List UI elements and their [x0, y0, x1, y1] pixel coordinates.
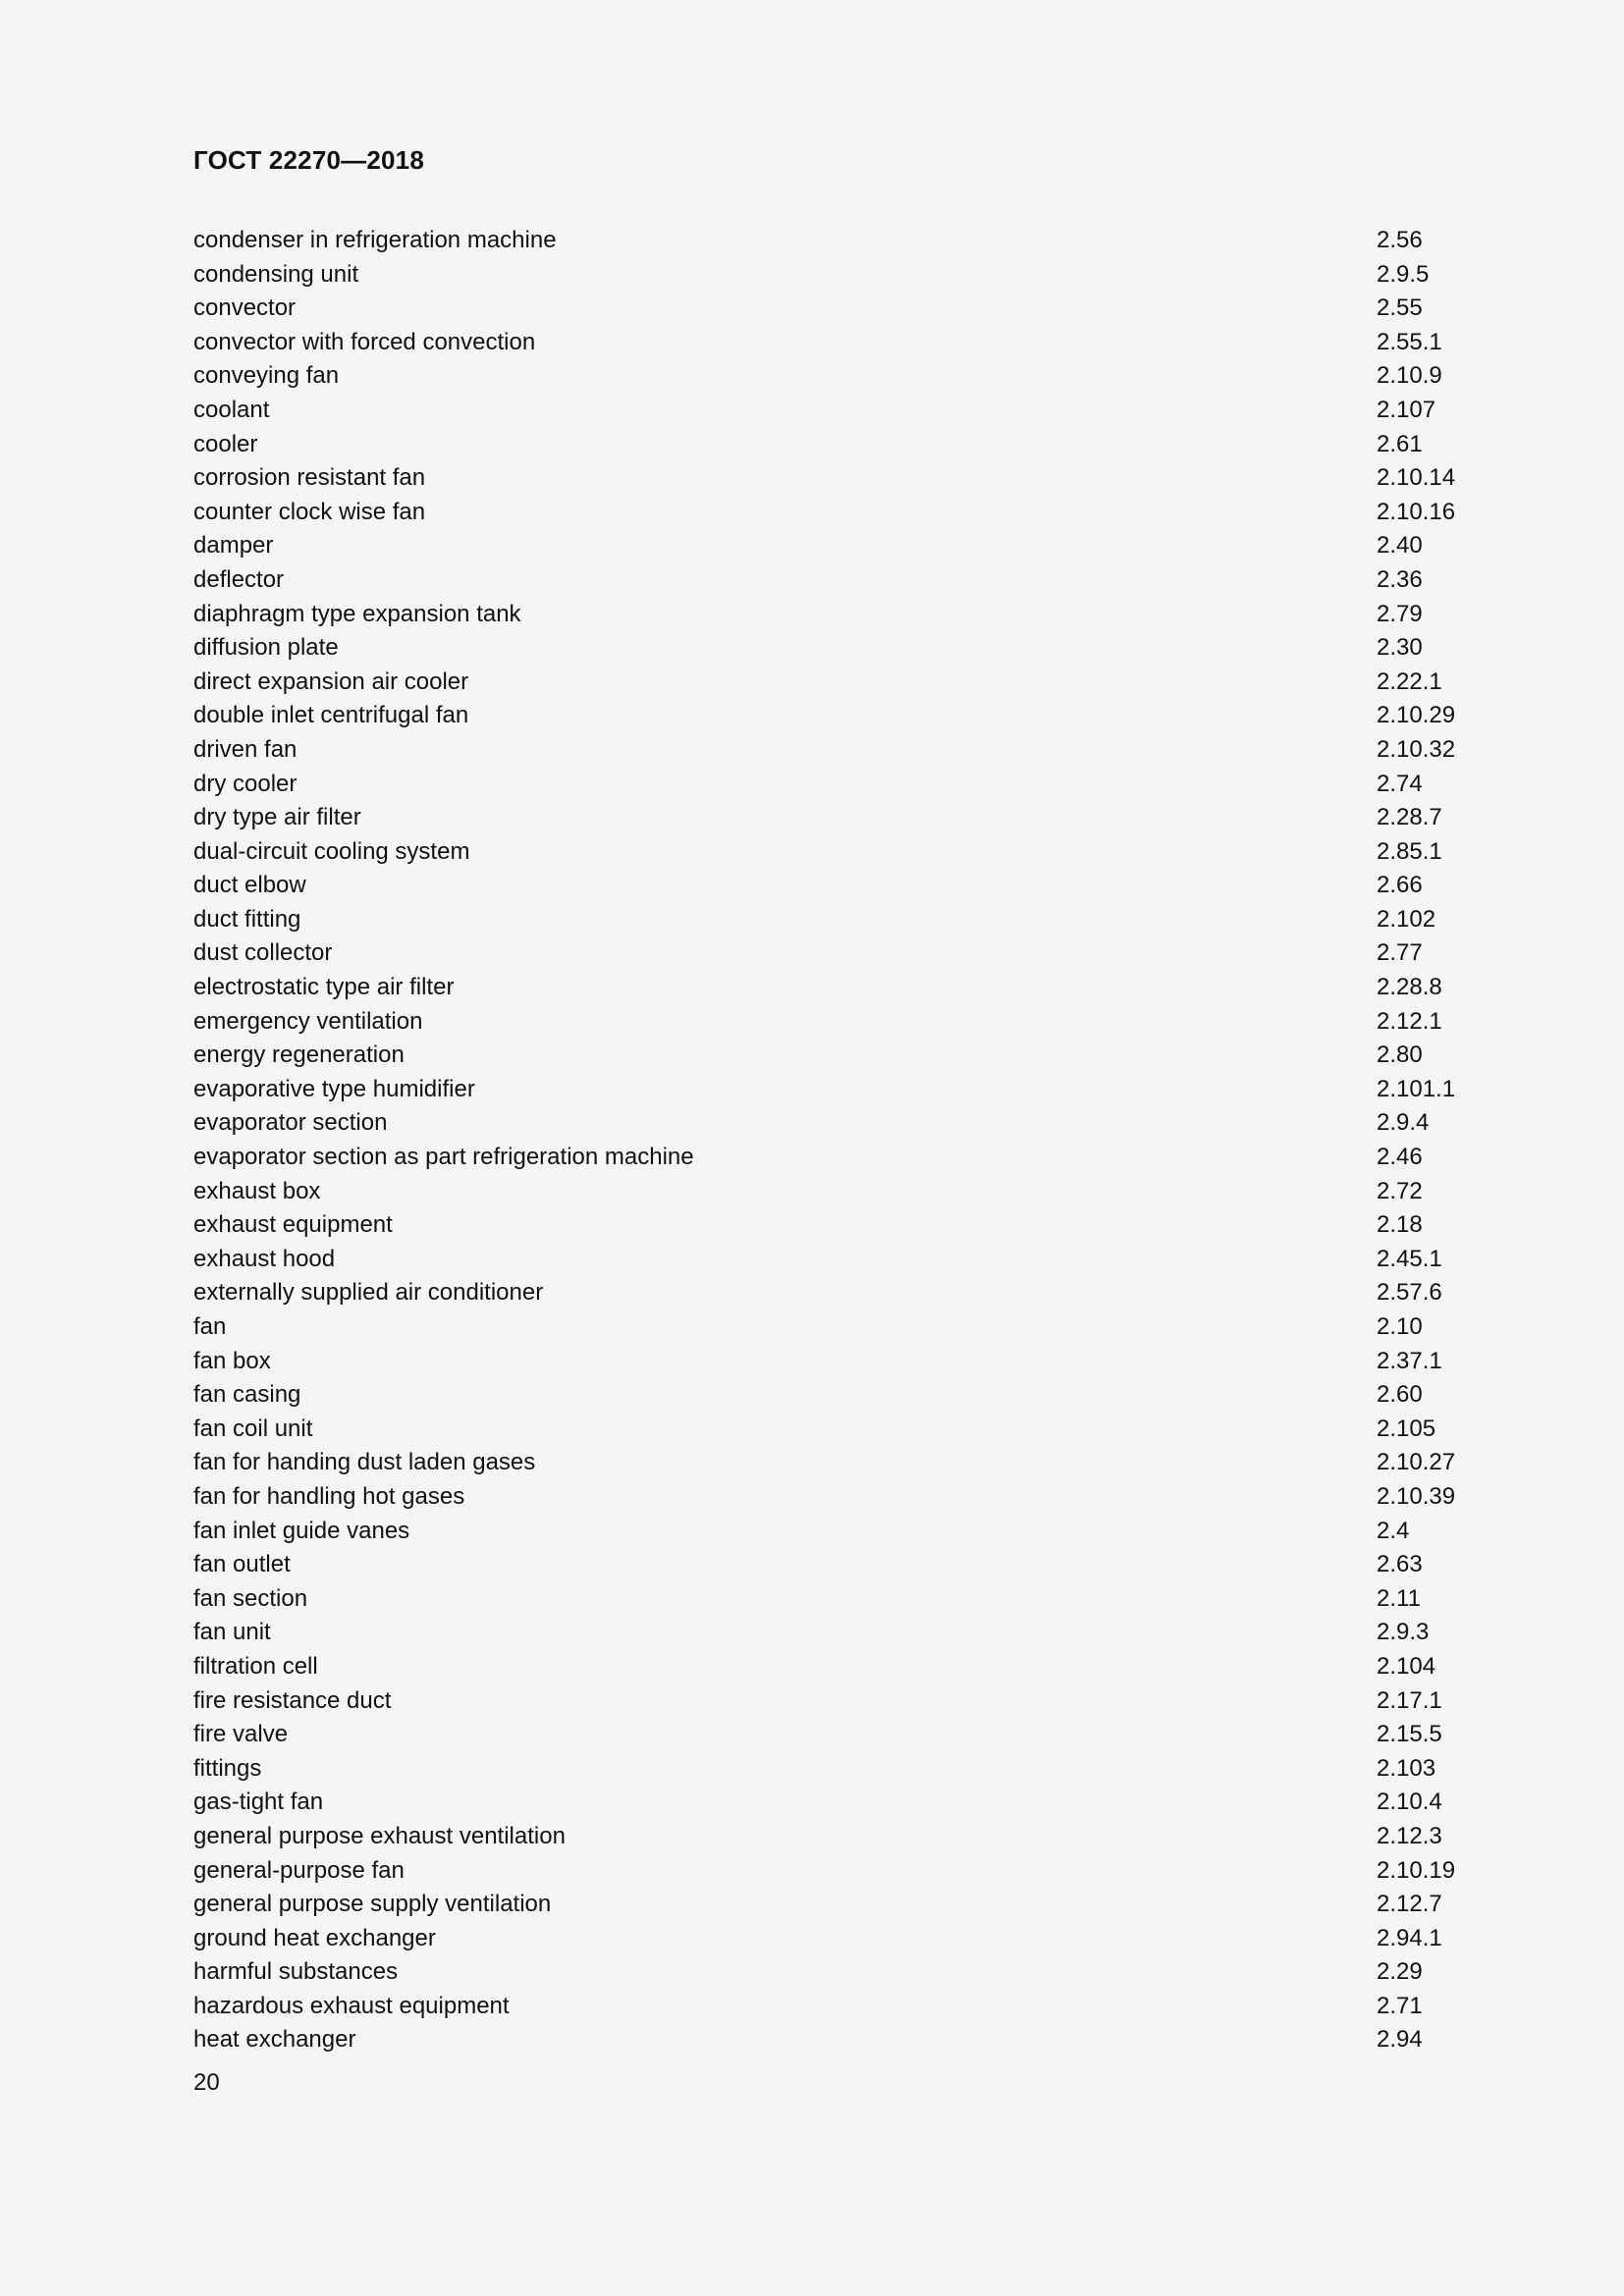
- index-row: [193, 2023, 1470, 2057]
- index-row: [193, 1955, 1470, 1990]
- index-term: double inlet centrifugal fan: [193, 702, 469, 729]
- index-term: harmful substances: [193, 1958, 399, 1986]
- index-row: [193, 768, 1470, 802]
- index-row: [193, 292, 1470, 326]
- index-term: convector: [193, 294, 297, 322]
- index-row: [193, 1073, 1470, 1107]
- index-term: filtration cell: [193, 1652, 318, 1680]
- index-reference: 2.9.4: [1377, 1109, 1430, 1137]
- index-reference: 2.10.29: [1377, 702, 1456, 729]
- index-term: general purpose supply ventilation: [193, 1891, 552, 1918]
- index-term: diffusion plate: [193, 634, 339, 662]
- index-term: fan outlet: [193, 1551, 291, 1578]
- index-term: conveying fan: [193, 362, 340, 390]
- index-reference: 2.10.19: [1377, 1856, 1456, 1884]
- index-reference: 2.10.14: [1377, 464, 1456, 492]
- index-term: fan unit: [193, 1619, 271, 1646]
- index-row: [193, 1684, 1470, 1719]
- index-reference: 2.10.39: [1377, 1482, 1456, 1510]
- index-term: fittings: [193, 1754, 262, 1782]
- index-row: [193, 631, 1470, 666]
- index-reference: 2.18: [1377, 1211, 1423, 1239]
- index-reference: 2.36: [1377, 565, 1423, 593]
- index-reference: 2.37.1: [1377, 1347, 1442, 1374]
- index-row: [193, 1208, 1470, 1243]
- index-row: [193, 1548, 1470, 1582]
- index-reference: 2.85.1: [1377, 837, 1442, 865]
- index-reference: 2.79: [1377, 600, 1423, 627]
- index-reference: 2.28.8: [1377, 974, 1442, 1001]
- index-reference: 2.17.1: [1377, 1686, 1442, 1714]
- index-row: [193, 1141, 1470, 1175]
- index-row: [193, 428, 1470, 462]
- index-reference: 2.80: [1377, 1041, 1423, 1069]
- index-row: [193, 1276, 1470, 1310]
- index-reference: 2.9.3: [1377, 1619, 1430, 1646]
- index-reference: 2.12.3: [1377, 1822, 1442, 1849]
- index-reference: 2.30: [1377, 634, 1423, 662]
- index-row: [193, 1413, 1470, 1447]
- index-term: fan coil unit: [193, 1415, 313, 1442]
- index-row: [193, 971, 1470, 1005]
- index-reference: 2.101.1: [1377, 1075, 1456, 1102]
- index-reference: 2.9.5: [1377, 260, 1430, 288]
- index-row: [193, 733, 1470, 768]
- index-row: [193, 224, 1470, 258]
- index-term: fire valve: [193, 1721, 289, 1748]
- index-reference: 2.10.9: [1377, 362, 1442, 390]
- index-row: [193, 461, 1470, 496]
- index-term: general purpose exhaust ventilation: [193, 1822, 566, 1849]
- index-term: condenser in refrigeration machine: [193, 227, 557, 253]
- index-row: [193, 1854, 1470, 1889]
- index-reference: 2.10.4: [1377, 1789, 1442, 1816]
- index-row: [193, 1345, 1470, 1379]
- index-reference: 2.15.5: [1377, 1721, 1442, 1748]
- index-term: direct expansion air cooler: [193, 667, 469, 695]
- index-term: dual-circuit cooling system: [193, 837, 470, 865]
- index-row: [193, 1922, 1470, 1956]
- index-term: ground heat exchanger: [193, 1924, 436, 1951]
- index-row: [193, 1752, 1470, 1787]
- index-reference: 2.12.1: [1377, 1007, 1442, 1035]
- index-reference: 2.4: [1377, 1517, 1410, 1544]
- index-term: emergency ventilation: [193, 1007, 423, 1035]
- index-reference: 2.103: [1377, 1754, 1436, 1782]
- index-row: [193, 598, 1470, 632]
- index-term: fan box: [193, 1347, 271, 1374]
- index-row: [193, 326, 1470, 360]
- index-term: exhaust equipment: [193, 1211, 393, 1239]
- index-row: [193, 1106, 1470, 1141]
- index-row: [193, 903, 1470, 937]
- index-row: [193, 1650, 1470, 1684]
- index-row: [193, 1446, 1470, 1480]
- index-reference: 2.29: [1377, 1958, 1423, 1986]
- index-row: [193, 1786, 1470, 1820]
- index-row: [193, 496, 1470, 530]
- index-row: [193, 394, 1470, 428]
- index-term: dust collector: [193, 939, 333, 967]
- index-term: duct fitting: [193, 905, 301, 933]
- index-row: [193, 1480, 1470, 1515]
- index-row: [193, 1888, 1470, 1922]
- index-reference: 2.10: [1377, 1313, 1423, 1340]
- index-row: [193, 563, 1470, 598]
- index-reference: 2.61: [1377, 430, 1423, 457]
- index-term: cooler: [193, 430, 258, 457]
- index-reference: 2.55: [1377, 294, 1423, 322]
- index-reference: 2.57.6: [1377, 1279, 1442, 1307]
- index-term: corrosion resistant fan: [193, 464, 426, 492]
- index-term: dry cooler: [193, 770, 298, 797]
- index-row: [193, 1616, 1470, 1650]
- index-row: [193, 1243, 1470, 1277]
- index-reference: 2.104: [1377, 1652, 1436, 1680]
- index-reference: 2.66: [1377, 872, 1423, 899]
- index-row: [193, 801, 1470, 835]
- index-term: driven fan: [193, 735, 298, 763]
- index-term: electrostatic type air filter: [193, 974, 455, 1001]
- index-term: fan for handling hot gases: [193, 1482, 465, 1510]
- index-row: [193, 1005, 1470, 1040]
- index-row: [193, 359, 1470, 394]
- index-term: coolant: [193, 396, 270, 423]
- index-reference: 2.11: [1377, 1584, 1421, 1612]
- index-reference: 2.10.27: [1377, 1449, 1456, 1476]
- index-row: [193, 1990, 1470, 2024]
- index-reference: 2.56: [1377, 227, 1423, 253]
- index-row: [193, 1515, 1470, 1549]
- index-row: [193, 1582, 1470, 1617]
- index-row: [193, 529, 1470, 563]
- index-reference: 2.22.1: [1377, 667, 1442, 695]
- index-reference: 2.71: [1377, 1992, 1423, 2019]
- index-row: [193, 699, 1470, 733]
- index-term: convector with forced convection: [193, 328, 536, 355]
- index-reference: 2.55.1: [1377, 328, 1442, 355]
- index-row: [193, 258, 1470, 293]
- index-reference: 2.46: [1377, 1144, 1423, 1171]
- index-row: [193, 666, 1470, 700]
- index-term: gas-tight fan: [193, 1789, 324, 1816]
- index-row: [193, 1718, 1470, 1752]
- index-term: evaporative type humidifier: [193, 1075, 475, 1102]
- index-term: general-purpose fan: [193, 1856, 405, 1884]
- index-reference: 2.12.7: [1377, 1891, 1442, 1918]
- index-reference: 2.102: [1377, 905, 1436, 933]
- index-term: fan inlet guide vanes: [193, 1517, 410, 1544]
- page-number: 20: [193, 2069, 220, 2096]
- page-header: ГОСТ 22270—2018: [193, 145, 424, 175]
- index-reference: 2.74: [1377, 770, 1423, 797]
- index-term: evaporator section: [193, 1109, 388, 1137]
- index-term: exhaust hood: [193, 1245, 336, 1272]
- index-row: [193, 1039, 1470, 1073]
- index-reference: 2.94: [1377, 2026, 1423, 2054]
- index-row: [193, 1175, 1470, 1209]
- index-reference: 2.60: [1377, 1381, 1423, 1409]
- index-term: evaporator section as part refrigeration machine: [193, 1144, 694, 1171]
- index-term: energy regeneration: [193, 1041, 405, 1069]
- term-index-list: [193, 224, 1470, 2057]
- index-term: fan for handing dust laden gases: [193, 1449, 536, 1476]
- index-term: duct elbow: [193, 872, 306, 899]
- index-reference: 2.10.32: [1377, 735, 1456, 763]
- index-term: hazardous exhaust equipment: [193, 1992, 510, 2019]
- index-row: [193, 869, 1470, 903]
- index-reference: 2.40: [1377, 532, 1423, 560]
- index-term: fan: [193, 1313, 227, 1340]
- index-term: fan section: [193, 1584, 308, 1612]
- index-row: [193, 936, 1470, 971]
- index-term: condensing unit: [193, 260, 359, 288]
- index-reference: 2.63: [1377, 1551, 1423, 1578]
- index-reference: 2.10.16: [1377, 498, 1456, 525]
- index-term: exhaust box: [193, 1177, 321, 1204]
- index-term: dry type air filter: [193, 804, 361, 831]
- index-term: counter clock wise fan: [193, 498, 426, 525]
- index-reference: 2.28.7: [1377, 804, 1442, 831]
- index-reference: 2.77: [1377, 939, 1423, 967]
- index-term: diaphragm type expansion tank: [193, 600, 521, 627]
- index-row: [193, 1820, 1470, 1854]
- index-term: fire resistance duct: [193, 1686, 392, 1714]
- index-term: fan casing: [193, 1381, 301, 1409]
- index-term: deflector: [193, 565, 285, 593]
- index-term: externally supplied air conditioner: [193, 1279, 544, 1307]
- index-row: [193, 835, 1470, 870]
- index-term: damper: [193, 532, 274, 560]
- index-reference: 2.107: [1377, 396, 1436, 423]
- index-row: [193, 1310, 1470, 1345]
- index-reference: 2.94.1: [1377, 1924, 1442, 1951]
- index-reference: 2.105: [1377, 1415, 1436, 1442]
- index-reference: 2.45.1: [1377, 1245, 1442, 1272]
- index-row: [193, 1378, 1470, 1413]
- index-reference: 2.72: [1377, 1177, 1423, 1204]
- index-term: heat exchanger: [193, 2026, 356, 2054]
